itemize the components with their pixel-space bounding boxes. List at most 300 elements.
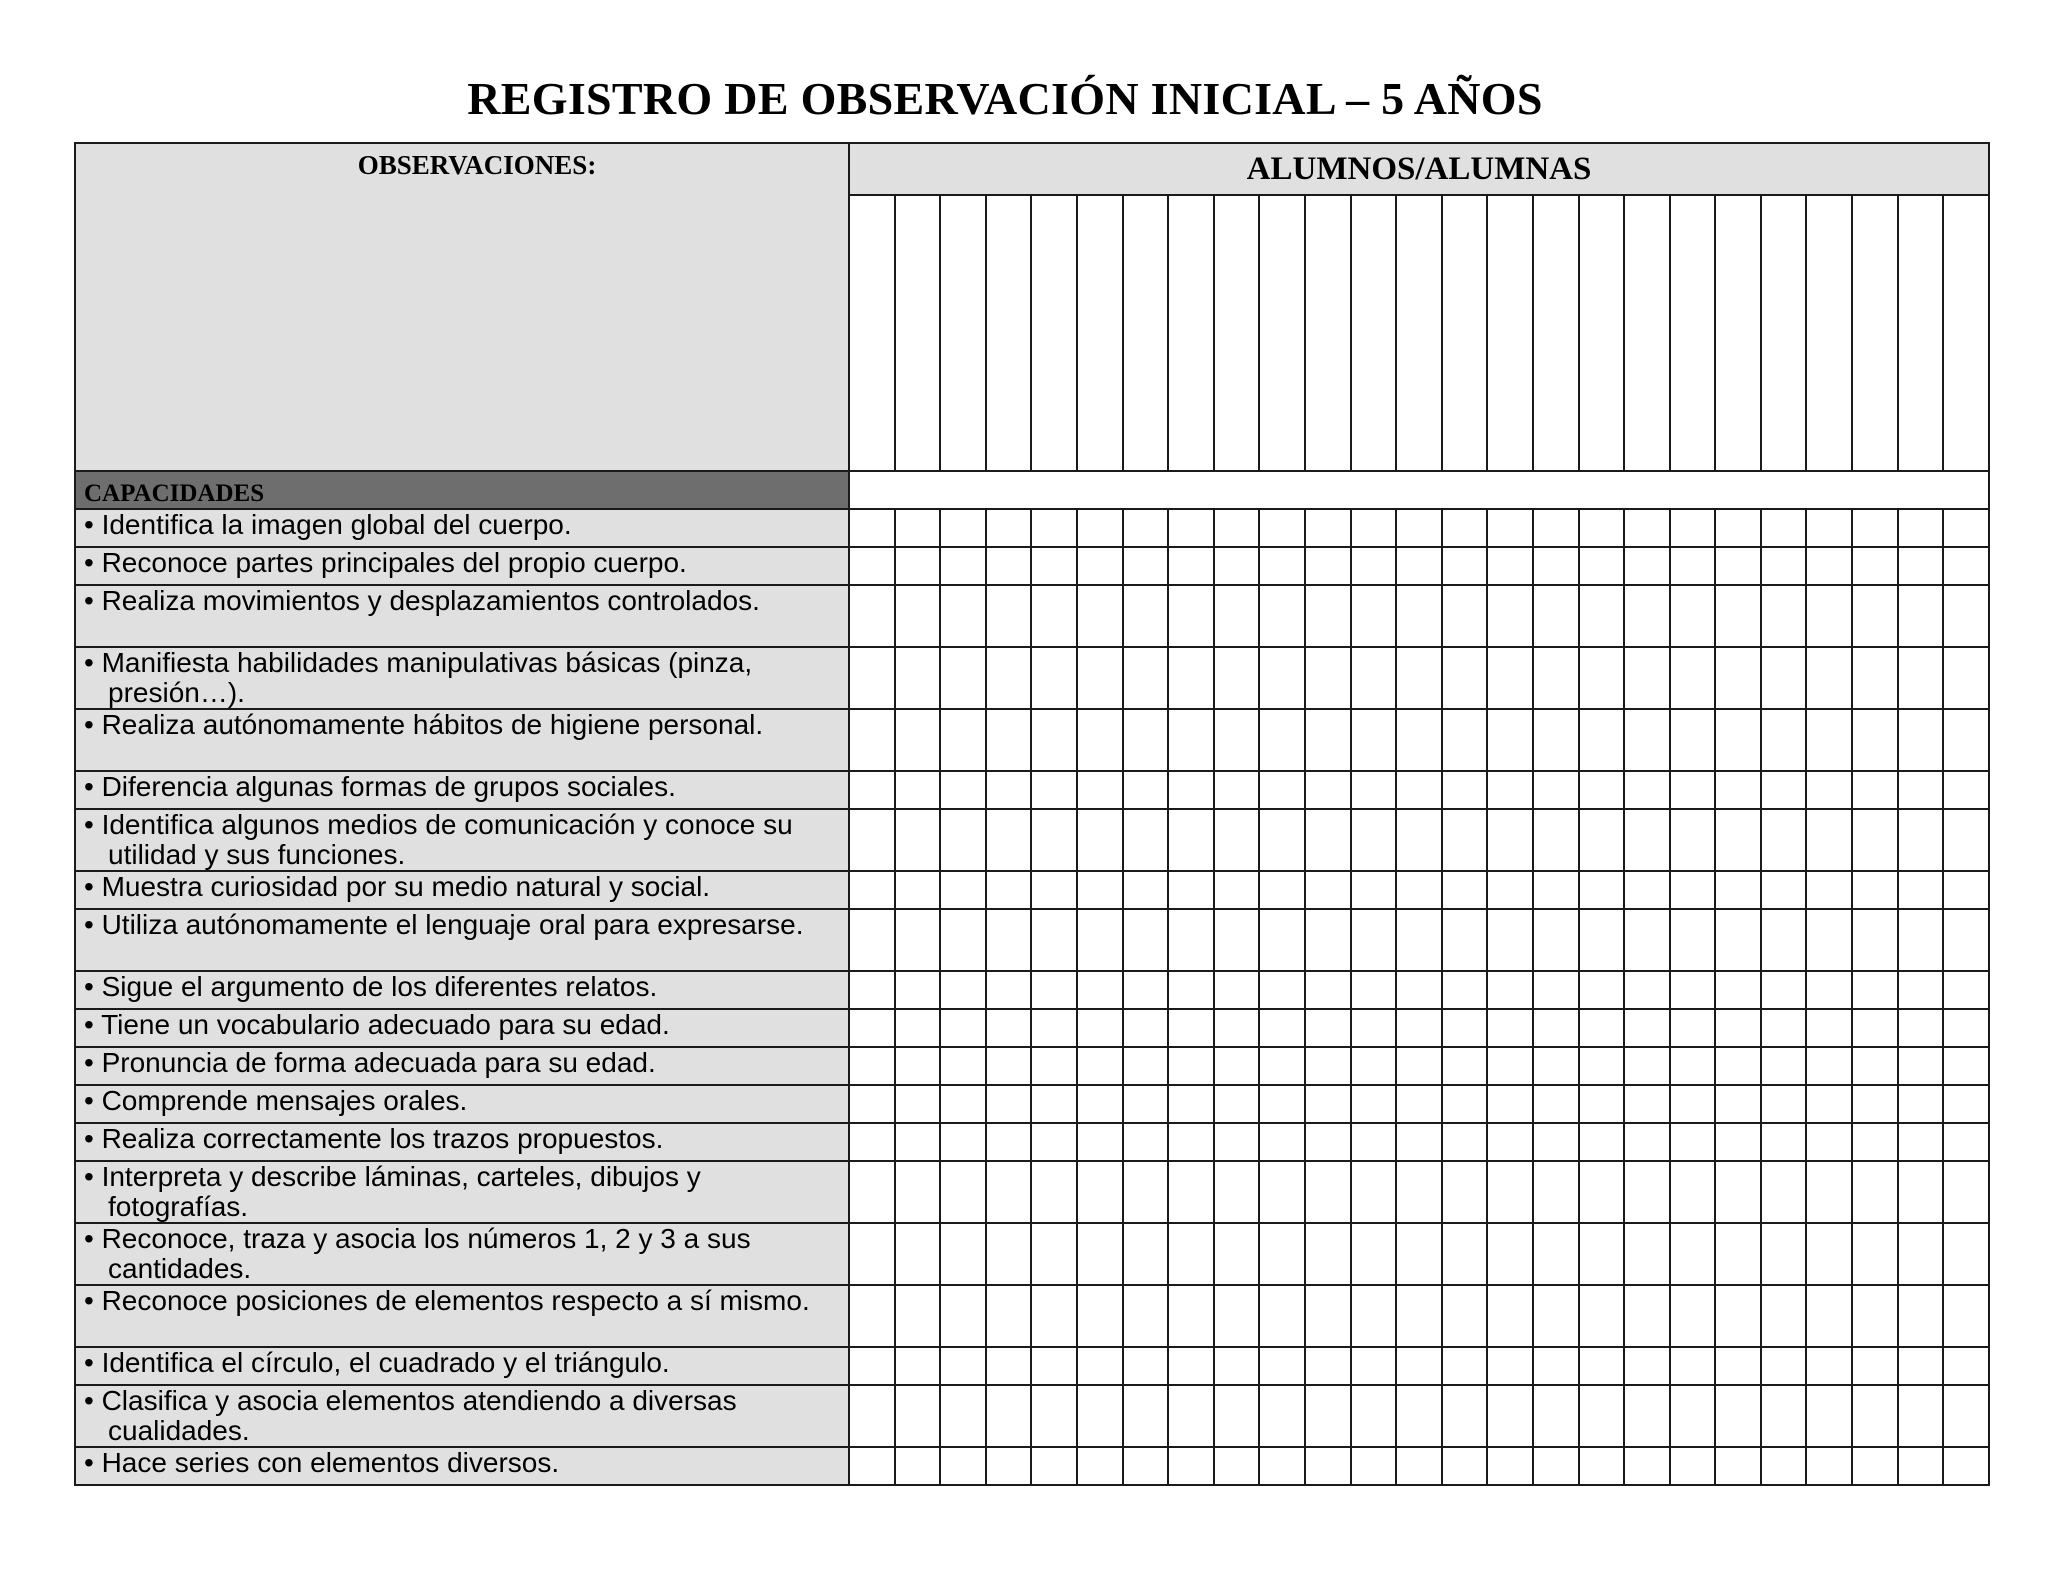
observation-checkbox-cell[interactable] [895,509,941,547]
observation-checkbox-cell[interactable] [1123,909,1169,971]
observation-checkbox-cell[interactable] [986,971,1032,1009]
observaciones-cell[interactable] [75,143,849,471]
observation-checkbox-cell[interactable] [1715,585,1761,647]
observation-checkbox-cell[interactable] [1806,585,1852,647]
observation-checkbox-cell[interactable] [1305,1285,1351,1347]
observation-checkbox-cell[interactable] [1533,1347,1579,1385]
observation-checkbox-cell[interactable] [1852,1285,1898,1347]
observation-checkbox-cell[interactable] [986,1347,1032,1385]
observation-checkbox-cell[interactable] [1806,909,1852,971]
observation-checkbox-cell[interactable] [1670,1385,1716,1447]
observation-checkbox-cell[interactable] [1077,709,1123,771]
observation-checkbox-cell[interactable] [1943,809,1989,871]
student-name-cell[interactable] [1670,195,1716,471]
observation-checkbox-cell[interactable] [1077,509,1123,547]
observation-checkbox-cell[interactable] [1579,909,1625,971]
observation-checkbox-cell[interactable] [1442,1123,1488,1161]
observation-checkbox-cell[interactable] [940,1347,986,1385]
observation-checkbox-cell[interactable] [849,1123,895,1161]
observation-checkbox-cell[interactable] [1670,1123,1716,1161]
observation-checkbox-cell[interactable] [940,871,986,909]
observation-checkbox-cell[interactable] [1898,1347,1944,1385]
observation-checkbox-cell[interactable] [1487,547,1533,585]
observation-checkbox-cell[interactable] [1351,647,1397,709]
observation-checkbox-cell[interactable] [895,1123,941,1161]
observation-checkbox-cell[interactable] [1579,1347,1625,1385]
observation-checkbox-cell[interactable] [1761,1047,1807,1085]
observation-checkbox-cell[interactable] [1852,509,1898,547]
observation-checkbox-cell[interactable] [1077,1385,1123,1447]
observation-checkbox-cell[interactable] [1533,547,1579,585]
observation-checkbox-cell[interactable] [1579,709,1625,771]
observation-checkbox-cell[interactable] [1670,709,1716,771]
observation-checkbox-cell[interactable] [986,1123,1032,1161]
observation-checkbox-cell[interactable] [1259,909,1305,971]
observation-checkbox-cell[interactable] [1077,809,1123,871]
observation-checkbox-cell[interactable] [1533,585,1579,647]
observation-checkbox-cell[interactable] [1624,1161,1670,1223]
observation-checkbox-cell[interactable] [1579,585,1625,647]
observation-checkbox-cell[interactable] [1806,1161,1852,1223]
observation-checkbox-cell[interactable] [1579,509,1625,547]
observation-checkbox-cell[interactable] [1852,771,1898,809]
observation-checkbox-cell[interactable] [1852,1385,1898,1447]
observation-checkbox-cell[interactable] [1761,1447,1807,1485]
observation-checkbox-cell[interactable] [1031,585,1077,647]
observation-checkbox-cell[interactable] [940,709,986,771]
observation-checkbox-cell[interactable] [1396,971,1442,1009]
observation-checkbox-cell[interactable] [1168,771,1214,809]
observation-checkbox-cell[interactable] [1031,871,1077,909]
observation-checkbox-cell[interactable] [1898,709,1944,771]
observation-checkbox-cell[interactable] [1761,909,1807,971]
observation-checkbox-cell[interactable] [1487,871,1533,909]
observation-checkbox-cell[interactable] [895,871,941,909]
observation-checkbox-cell[interactable] [849,1047,895,1085]
observation-checkbox-cell[interactable] [1259,547,1305,585]
observation-checkbox-cell[interactable] [1031,509,1077,547]
observation-checkbox-cell[interactable] [1214,1009,1260,1047]
observation-checkbox-cell[interactable] [1168,909,1214,971]
observation-checkbox-cell[interactable] [1761,1285,1807,1347]
observation-checkbox-cell[interactable] [1852,709,1898,771]
observation-checkbox-cell[interactable] [895,1285,941,1347]
observation-checkbox-cell[interactable] [986,547,1032,585]
observation-checkbox-cell[interactable] [1305,1347,1351,1385]
observation-checkbox-cell[interactable] [1624,509,1670,547]
observation-checkbox-cell[interactable] [1624,585,1670,647]
observation-checkbox-cell[interactable] [849,709,895,771]
observation-checkbox-cell[interactable] [1123,1047,1169,1085]
observation-checkbox-cell[interactable] [895,1447,941,1485]
observation-checkbox-cell[interactable] [1852,647,1898,709]
observation-checkbox-cell[interactable] [1305,547,1351,585]
observation-checkbox-cell[interactable] [1168,647,1214,709]
student-name-cell[interactable] [1305,195,1351,471]
observation-checkbox-cell[interactable] [1259,1047,1305,1085]
observation-checkbox-cell[interactable] [1305,809,1351,871]
observation-checkbox-cell[interactable] [1806,1385,1852,1447]
observation-checkbox-cell[interactable] [1898,1085,1944,1123]
observation-checkbox-cell[interactable] [849,809,895,871]
observation-checkbox-cell[interactable] [1214,585,1260,647]
observation-checkbox-cell[interactable] [940,971,986,1009]
observation-checkbox-cell[interactable] [1031,1447,1077,1485]
observation-checkbox-cell[interactable] [1259,1223,1305,1285]
observation-checkbox-cell[interactable] [1396,1047,1442,1085]
observation-checkbox-cell[interactable] [895,809,941,871]
observation-checkbox-cell[interactable] [1898,1161,1944,1223]
observation-checkbox-cell[interactable] [1031,547,1077,585]
observation-checkbox-cell[interactable] [1487,1385,1533,1447]
student-name-cell[interactable] [1624,195,1670,471]
observation-checkbox-cell[interactable] [1761,771,1807,809]
observation-checkbox-cell[interactable] [1351,909,1397,971]
observation-checkbox-cell[interactable] [1487,1123,1533,1161]
observation-checkbox-cell[interactable] [1761,1385,1807,1447]
observation-checkbox-cell[interactable] [1123,1285,1169,1347]
observation-checkbox-cell[interactable] [1123,871,1169,909]
observation-checkbox-cell[interactable] [895,909,941,971]
observation-checkbox-cell[interactable] [1351,585,1397,647]
observation-checkbox-cell[interactable] [895,585,941,647]
observation-checkbox-cell[interactable] [1214,971,1260,1009]
student-name-cell[interactable] [895,195,941,471]
observation-checkbox-cell[interactable] [986,771,1032,809]
observation-checkbox-cell[interactable] [1396,585,1442,647]
observation-checkbox-cell[interactable] [1487,647,1533,709]
observation-checkbox-cell[interactable] [1670,1009,1716,1047]
observation-checkbox-cell[interactable] [1396,871,1442,909]
observation-checkbox-cell[interactable] [1852,1347,1898,1385]
observation-checkbox-cell[interactable] [849,1223,895,1285]
observation-checkbox-cell[interactable] [1168,1161,1214,1223]
observation-checkbox-cell[interactable] [1077,547,1123,585]
observation-checkbox-cell[interactable] [1123,709,1169,771]
student-name-cell[interactable] [1123,195,1169,471]
observation-checkbox-cell[interactable] [1533,1085,1579,1123]
observation-checkbox-cell[interactable] [1806,809,1852,871]
observation-checkbox-cell[interactable] [1351,1223,1397,1285]
observation-checkbox-cell[interactable] [1852,871,1898,909]
observation-checkbox-cell[interactable] [1077,1347,1123,1385]
observation-checkbox-cell[interactable] [1898,871,1944,909]
observation-checkbox-cell[interactable] [1579,1385,1625,1447]
observation-checkbox-cell[interactable] [1351,1161,1397,1223]
observation-checkbox-cell[interactable] [1898,1285,1944,1347]
observation-checkbox-cell[interactable] [1031,647,1077,709]
observation-checkbox-cell[interactable] [1761,1223,1807,1285]
observation-checkbox-cell[interactable] [1123,1123,1169,1161]
observation-checkbox-cell[interactable] [986,871,1032,909]
observation-checkbox-cell[interactable] [849,1161,895,1223]
observation-checkbox-cell[interactable] [1168,1347,1214,1385]
observation-checkbox-cell[interactable] [1442,1285,1488,1347]
observation-checkbox-cell[interactable] [1670,909,1716,971]
observation-checkbox-cell[interactable] [1442,1009,1488,1047]
observation-checkbox-cell[interactable] [1943,1447,1989,1485]
observation-checkbox-cell[interactable] [1579,771,1625,809]
observation-checkbox-cell[interactable] [1396,1085,1442,1123]
observation-checkbox-cell[interactable] [986,509,1032,547]
observation-checkbox-cell[interactable] [849,971,895,1009]
observation-checkbox-cell[interactable] [1351,1347,1397,1385]
observation-checkbox-cell[interactable] [1305,909,1351,971]
observation-checkbox-cell[interactable] [1214,1285,1260,1347]
observation-checkbox-cell[interactable] [1305,1385,1351,1447]
observation-checkbox-cell[interactable] [1624,1223,1670,1285]
observation-checkbox-cell[interactable] [1852,1123,1898,1161]
observation-checkbox-cell[interactable] [1214,909,1260,971]
observation-checkbox-cell[interactable] [1624,909,1670,971]
observation-checkbox-cell[interactable] [1077,1085,1123,1123]
observation-checkbox-cell[interactable] [1351,547,1397,585]
observation-checkbox-cell[interactable] [1898,1123,1944,1161]
observation-checkbox-cell[interactable] [1624,1385,1670,1447]
observation-checkbox-cell[interactable] [895,1085,941,1123]
observation-checkbox-cell[interactable] [1168,1285,1214,1347]
observation-checkbox-cell[interactable] [1715,647,1761,709]
observation-checkbox-cell[interactable] [1214,809,1260,871]
student-name-cell[interactable] [1396,195,1442,471]
observation-checkbox-cell[interactable] [1943,1123,1989,1161]
observation-checkbox-cell[interactable] [940,909,986,971]
observation-checkbox-cell[interactable] [1533,971,1579,1009]
student-name-cell[interactable] [1761,195,1807,471]
observation-checkbox-cell[interactable] [1624,647,1670,709]
observation-checkbox-cell[interactable] [1305,647,1351,709]
student-name-cell[interactable] [1168,195,1214,471]
observation-checkbox-cell[interactable] [1031,971,1077,1009]
observation-checkbox-cell[interactable] [986,909,1032,971]
observation-checkbox-cell[interactable] [1806,871,1852,909]
observation-checkbox-cell[interactable] [1898,1223,1944,1285]
observation-checkbox-cell[interactable] [1442,1161,1488,1223]
observation-checkbox-cell[interactable] [1806,1085,1852,1123]
observation-checkbox-cell[interactable] [1852,1085,1898,1123]
observation-checkbox-cell[interactable] [1031,909,1077,971]
observation-checkbox-cell[interactable] [1533,1047,1579,1085]
observation-checkbox-cell[interactable] [1715,709,1761,771]
observation-checkbox-cell[interactable] [895,971,941,1009]
observation-checkbox-cell[interactable] [1806,1347,1852,1385]
observation-checkbox-cell[interactable] [1259,585,1305,647]
observation-checkbox-cell[interactable] [849,547,895,585]
observation-checkbox-cell[interactable] [1670,585,1716,647]
observation-checkbox-cell[interactable] [1898,1385,1944,1447]
observation-checkbox-cell[interactable] [1943,771,1989,809]
observation-checkbox-cell[interactable] [1305,1047,1351,1085]
observation-checkbox-cell[interactable] [895,1347,941,1385]
observation-checkbox-cell[interactable] [1533,509,1579,547]
observation-checkbox-cell[interactable] [1533,909,1579,971]
student-name-cell[interactable] [1442,195,1488,471]
observation-checkbox-cell[interactable] [1214,709,1260,771]
observation-checkbox-cell[interactable] [1168,971,1214,1009]
student-name-cell[interactable] [1806,195,1852,471]
observation-checkbox-cell[interactable] [1123,809,1169,871]
observation-checkbox-cell[interactable] [1943,1347,1989,1385]
observation-checkbox-cell[interactable] [1214,509,1260,547]
observation-checkbox-cell[interactable] [1259,1447,1305,1485]
observation-checkbox-cell[interactable] [849,1009,895,1047]
observation-checkbox-cell[interactable] [1761,509,1807,547]
observation-checkbox-cell[interactable] [1487,709,1533,771]
observation-checkbox-cell[interactable] [986,709,1032,771]
observation-checkbox-cell[interactable] [1214,1223,1260,1285]
observation-checkbox-cell[interactable] [940,1223,986,1285]
student-name-cell[interactable] [1579,195,1625,471]
observation-checkbox-cell[interactable] [1259,1385,1305,1447]
observation-checkbox-cell[interactable] [1943,1009,1989,1047]
observation-checkbox-cell[interactable] [1077,1161,1123,1223]
observation-checkbox-cell[interactable] [1806,1047,1852,1085]
observation-checkbox-cell[interactable] [849,909,895,971]
observation-checkbox-cell[interactable] [1852,1161,1898,1223]
observation-checkbox-cell[interactable] [1898,1047,1944,1085]
student-name-cell[interactable] [1259,195,1305,471]
observation-checkbox-cell[interactable] [1579,871,1625,909]
student-name-cell[interactable] [1351,195,1397,471]
observation-checkbox-cell[interactable] [1123,509,1169,547]
observation-checkbox-cell[interactable] [1351,1123,1397,1161]
observation-checkbox-cell[interactable] [1487,909,1533,971]
observation-checkbox-cell[interactable] [1214,871,1260,909]
observation-checkbox-cell[interactable] [986,1161,1032,1223]
observation-checkbox-cell[interactable] [1351,971,1397,1009]
student-name-cell[interactable] [1852,195,1898,471]
observation-checkbox-cell[interactable] [1442,1047,1488,1085]
observation-checkbox-cell[interactable] [1305,1447,1351,1485]
observation-checkbox-cell[interactable] [1396,1347,1442,1385]
observation-checkbox-cell[interactable] [1305,771,1351,809]
observation-checkbox-cell[interactable] [1806,971,1852,1009]
observation-checkbox-cell[interactable] [1487,509,1533,547]
observation-checkbox-cell[interactable] [1305,971,1351,1009]
observation-checkbox-cell[interactable] [1168,1223,1214,1285]
student-name-cell[interactable] [1943,195,1989,471]
observation-checkbox-cell[interactable] [1487,1223,1533,1285]
observation-checkbox-cell[interactable] [1031,771,1077,809]
observation-checkbox-cell[interactable] [1898,971,1944,1009]
observation-checkbox-cell[interactable] [1259,1347,1305,1385]
observation-checkbox-cell[interactable] [1898,647,1944,709]
observation-checkbox-cell[interactable] [1442,585,1488,647]
observation-checkbox-cell[interactable] [1761,585,1807,647]
observation-checkbox-cell[interactable] [1214,1385,1260,1447]
observation-checkbox-cell[interactable] [1624,1123,1670,1161]
observation-checkbox-cell[interactable] [1396,909,1442,971]
observation-checkbox-cell[interactable] [1123,647,1169,709]
observation-checkbox-cell[interactable] [1077,871,1123,909]
observation-checkbox-cell[interactable] [1533,771,1579,809]
observation-checkbox-cell[interactable] [940,547,986,585]
observation-checkbox-cell[interactable] [1624,547,1670,585]
observation-checkbox-cell[interactable] [1761,809,1807,871]
observation-checkbox-cell[interactable] [1670,547,1716,585]
observation-checkbox-cell[interactable] [1168,509,1214,547]
observation-checkbox-cell[interactable] [1715,1085,1761,1123]
observation-checkbox-cell[interactable] [1123,585,1169,647]
observation-checkbox-cell[interactable] [1943,1285,1989,1347]
observation-checkbox-cell[interactable] [1806,1123,1852,1161]
observation-checkbox-cell[interactable] [1442,1085,1488,1123]
observation-checkbox-cell[interactable] [1077,971,1123,1009]
observation-checkbox-cell[interactable] [1077,1285,1123,1347]
observation-checkbox-cell[interactable] [1761,709,1807,771]
observation-checkbox-cell[interactable] [1898,809,1944,871]
observation-checkbox-cell[interactable] [1123,971,1169,1009]
observation-checkbox-cell[interactable] [1715,509,1761,547]
observation-checkbox-cell[interactable] [1624,871,1670,909]
observation-checkbox-cell[interactable] [1351,809,1397,871]
observation-checkbox-cell[interactable] [1579,1223,1625,1285]
observation-checkbox-cell[interactable] [849,1347,895,1385]
observation-checkbox-cell[interactable] [1442,509,1488,547]
observation-checkbox-cell[interactable] [1670,1347,1716,1385]
observation-checkbox-cell[interactable] [1852,1223,1898,1285]
observation-checkbox-cell[interactable] [1077,909,1123,971]
observation-checkbox-cell[interactable] [1077,771,1123,809]
observation-checkbox-cell[interactable] [1670,1223,1716,1285]
observation-checkbox-cell[interactable] [940,585,986,647]
observation-checkbox-cell[interactable] [986,1223,1032,1285]
observation-checkbox-cell[interactable] [1351,509,1397,547]
observation-checkbox-cell[interactable] [1579,1047,1625,1085]
observation-checkbox-cell[interactable] [1123,1447,1169,1485]
observation-checkbox-cell[interactable] [1533,871,1579,909]
observation-checkbox-cell[interactable] [1761,547,1807,585]
observation-checkbox-cell[interactable] [1259,1009,1305,1047]
observation-checkbox-cell[interactable] [1579,1447,1625,1485]
observation-checkbox-cell[interactable] [1852,1047,1898,1085]
observation-checkbox-cell[interactable] [849,1385,895,1447]
observation-checkbox-cell[interactable] [1670,1285,1716,1347]
observation-checkbox-cell[interactable] [1533,1385,1579,1447]
observation-checkbox-cell[interactable] [1533,1223,1579,1285]
observation-checkbox-cell[interactable] [1806,1447,1852,1485]
observation-checkbox-cell[interactable] [940,1009,986,1047]
observation-checkbox-cell[interactable] [1806,509,1852,547]
observation-checkbox-cell[interactable] [1351,1085,1397,1123]
observation-checkbox-cell[interactable] [1487,771,1533,809]
observation-checkbox-cell[interactable] [1031,1223,1077,1285]
observation-checkbox-cell[interactable] [1670,809,1716,871]
observation-checkbox-cell[interactable] [1031,1009,1077,1047]
observation-checkbox-cell[interactable] [1031,709,1077,771]
observation-checkbox-cell[interactable] [1761,1123,1807,1161]
observation-checkbox-cell[interactable] [895,1385,941,1447]
observation-checkbox-cell[interactable] [849,771,895,809]
student-name-cell[interactable] [1214,195,1260,471]
observation-checkbox-cell[interactable] [1943,709,1989,771]
observation-checkbox-cell[interactable] [895,709,941,771]
observation-checkbox-cell[interactable] [1351,709,1397,771]
student-name-cell[interactable] [940,195,986,471]
observation-checkbox-cell[interactable] [1670,1447,1716,1485]
observation-checkbox-cell[interactable] [1761,971,1807,1009]
observation-checkbox-cell[interactable] [1442,1347,1488,1385]
observation-checkbox-cell[interactable] [1396,1385,1442,1447]
observation-checkbox-cell[interactable] [1624,1009,1670,1047]
observation-checkbox-cell[interactable] [1442,1447,1488,1485]
observation-checkbox-cell[interactable] [1259,871,1305,909]
observation-checkbox-cell[interactable] [1898,1447,1944,1485]
observation-checkbox-cell[interactable] [1259,1161,1305,1223]
observation-checkbox-cell[interactable] [1533,809,1579,871]
observation-checkbox-cell[interactable] [1487,1285,1533,1347]
observation-checkbox-cell[interactable] [1533,1285,1579,1347]
